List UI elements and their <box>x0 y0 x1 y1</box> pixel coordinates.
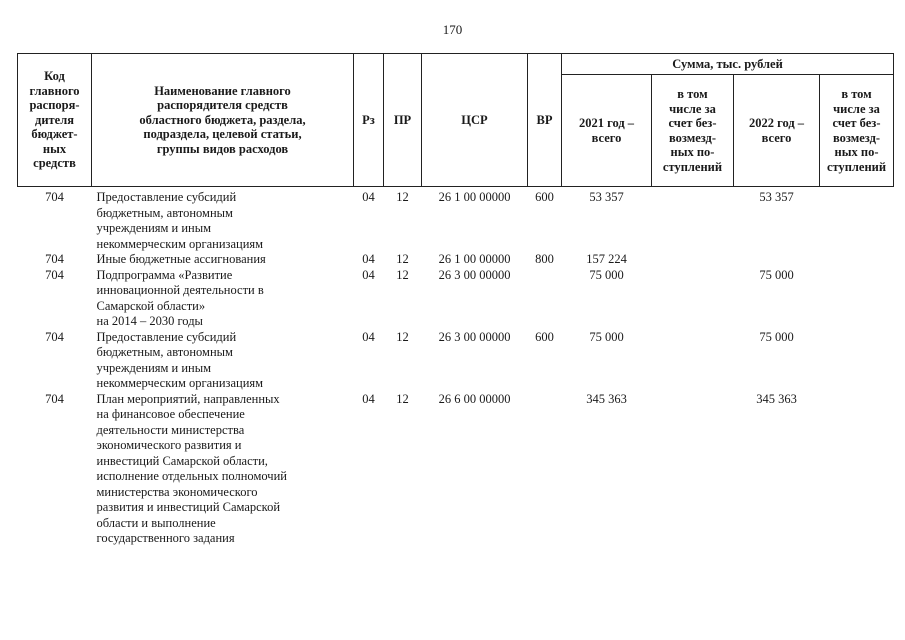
header-rz: Рз <box>354 54 384 187</box>
cell-free-2021 <box>652 187 734 253</box>
budget-table <box>17 53 894 547</box>
cell-code: 704 <box>45 267 64 282</box>
cell-name: Предоставление субсидий бюджетным, автономным учреждениям и иным некоммерческим организациям <box>96 190 264 251</box>
cell-sum-2021: 157 224 <box>586 252 627 266</box>
page-number: 170 <box>442 22 463 37</box>
cell-vr <box>528 268 562 330</box>
cell-csr: 26 3 00 00000 <box>438 267 511 282</box>
cell-sum-2022: 345 363 <box>756 391 797 406</box>
table-row <box>18 268 894 330</box>
cell-csr: 26 3 00 00000 <box>438 329 511 344</box>
table-row <box>18 252 894 268</box>
cell-free-2022 <box>820 187 894 253</box>
header-sum-group: Сумма, тыс. рублей <box>562 54 894 75</box>
cell-csr: 26 6 00 00000 <box>438 391 511 406</box>
cell-pr: 12 <box>396 391 409 406</box>
cell-pr: 12 <box>396 252 409 266</box>
cell-name: Подпрограмма «Развитие инновационной деятельности в Самарской области» на 2014 – 2030 годы <box>96 267 264 328</box>
cell-sum-2022: 75 000 <box>759 329 794 344</box>
cell-free-2021 <box>652 392 734 547</box>
cell-sum-2022: 53 357 <box>759 190 794 204</box>
cell-rz: 04 <box>362 252 375 266</box>
header-2022-total: 2022 год – всего <box>734 75 820 187</box>
cell-sum-2022: 75 000 <box>759 267 794 282</box>
table-header <box>18 54 894 187</box>
header-name: Наименование главного распорядителя средств областного бюджета, раздела, подраздела, целевой статьи, группы видов расходов <box>92 54 354 187</box>
header-2022-free: в том числе за счет без- возмезд- ных по- ступлений <box>820 75 894 187</box>
cell-code: 704 <box>45 252 64 266</box>
cell-name: Иные бюджетные ассигнования <box>96 252 266 266</box>
cell-vr: 600 <box>535 329 554 344</box>
cell-pr: 12 <box>396 267 409 282</box>
cell-name: План мероприятий, направленных на финансовое обеспечение деятельности министерства экономического развития и инвестиций Самарской области, исполнение отдельных полномочий министерства экономического развития и инвестиций Самарской области и выполнение государственного задания <box>96 391 287 545</box>
cell-code: 704 <box>45 190 64 204</box>
cell-free-2021 <box>652 268 734 330</box>
header-2021-total: 2021 год – всего <box>562 75 652 187</box>
cell-free-2022 <box>820 268 894 330</box>
header-pr: ПР <box>384 54 422 187</box>
cell-vr: 600 <box>535 190 554 204</box>
cell-rz: 04 <box>362 391 375 406</box>
header-2021-free: в том числе за счет без- возмезд- ных по- ступлений <box>652 75 734 187</box>
cell-pr: 12 <box>396 329 409 344</box>
cell-sum-2021: 345 363 <box>586 391 627 406</box>
cell-csr: 26 1 00 00000 <box>438 190 511 204</box>
table-row <box>18 330 894 392</box>
cell-rz: 04 <box>362 329 375 344</box>
header-code: Код главного распоря- дителя бюджет- ных средств <box>18 54 92 187</box>
cell-vr <box>528 392 562 547</box>
cell-sum-2021: 75 000 <box>589 329 624 344</box>
cell-name: Предоставление субсидий бюджетным, автономным учреждениям и иным некоммерческим организациям <box>96 329 264 390</box>
header-csr: ЦСР <box>422 54 528 187</box>
table-row <box>18 392 894 547</box>
table-row <box>18 187 894 253</box>
cell-code: 704 <box>45 329 64 344</box>
cell-vr: 800 <box>535 252 554 266</box>
cell-free-2022 <box>820 252 894 268</box>
cell-free-2022 <box>820 330 894 392</box>
cell-sum-2021: 75 000 <box>589 267 624 282</box>
cell-free-2021 <box>652 330 734 392</box>
cell-free-2022 <box>820 392 894 547</box>
table-body <box>18 187 894 547</box>
header-vr: ВР <box>528 54 562 187</box>
cell-rz: 04 <box>362 190 375 204</box>
cell-free-2021 <box>652 252 734 268</box>
cell-rz: 04 <box>362 267 375 282</box>
cell-code: 704 <box>45 391 64 406</box>
cell-pr: 12 <box>396 190 409 204</box>
cell-sum-2021: 53 357 <box>589 190 624 204</box>
cell-sum-2022 <box>734 252 820 268</box>
cell-csr: 26 1 00 00000 <box>438 252 511 266</box>
